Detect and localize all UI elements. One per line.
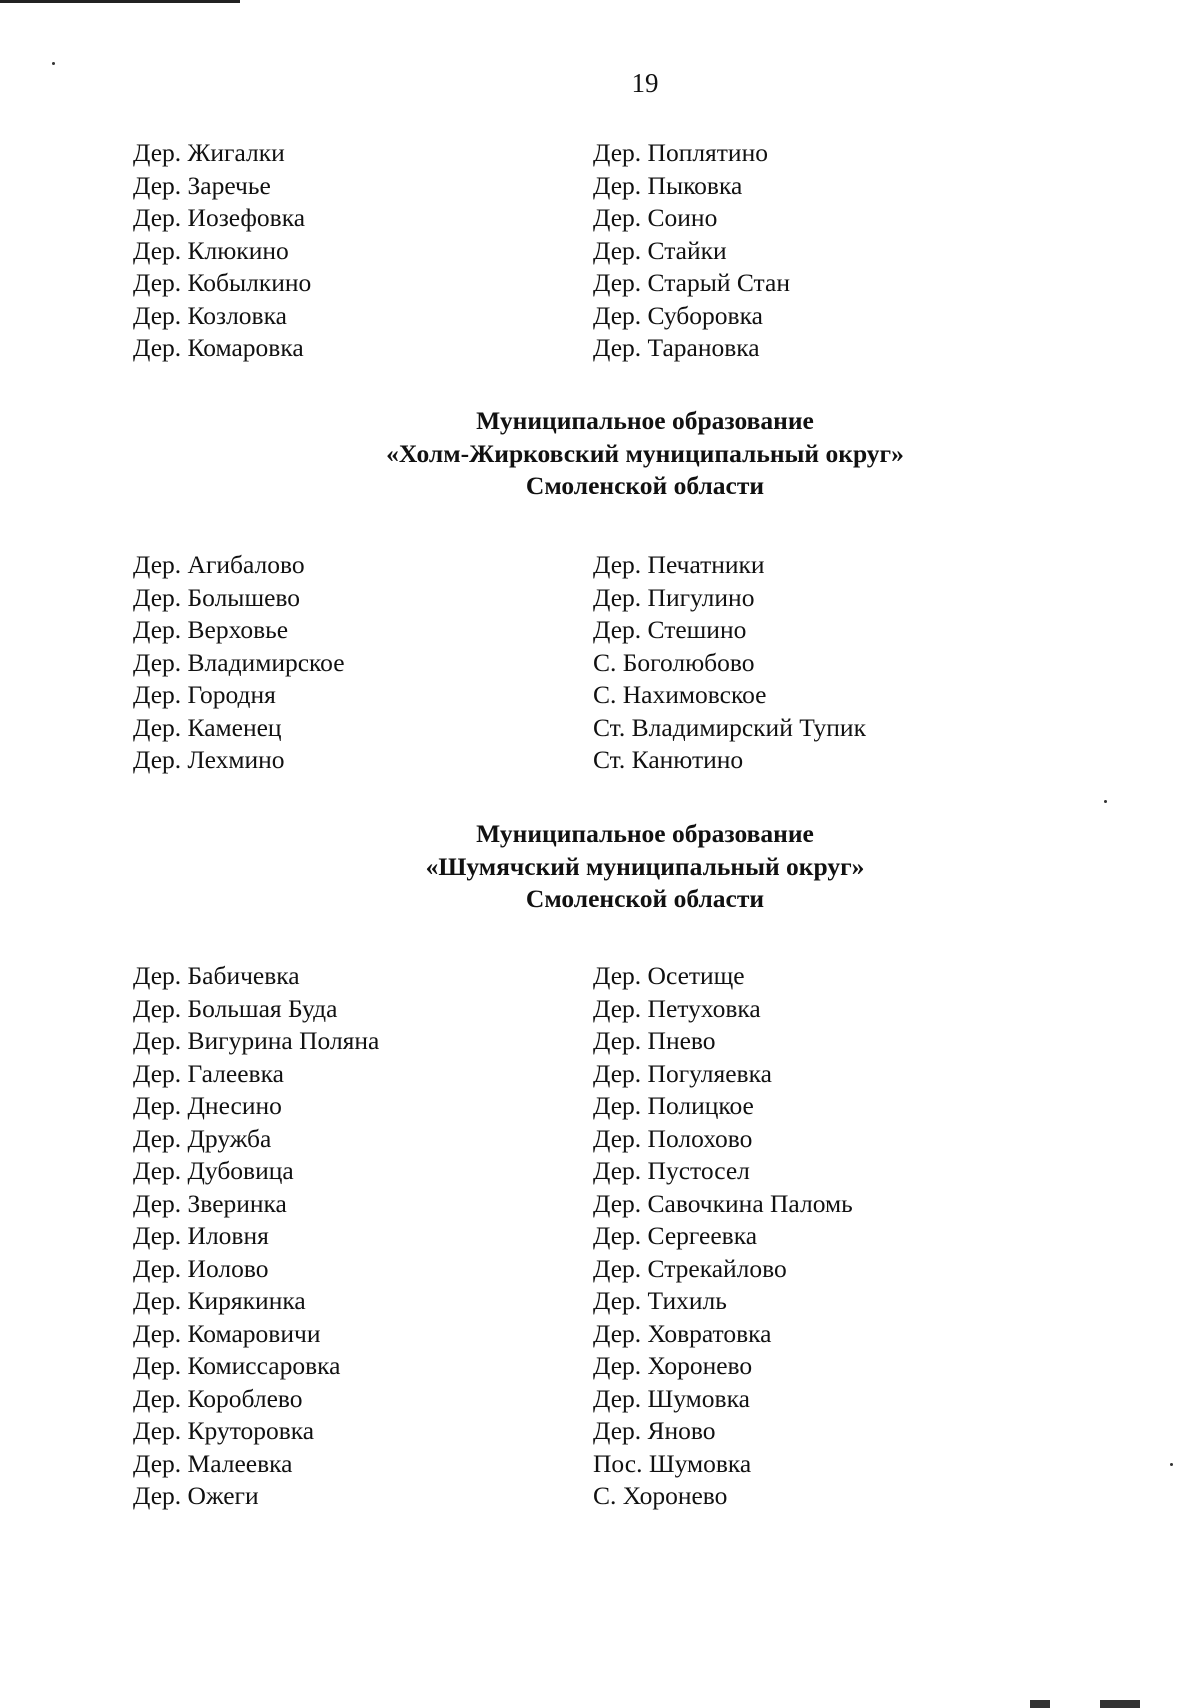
- section2-right-column: [593, 549, 866, 777]
- settlement-item: Дер. Большая Буда: [133, 993, 338, 1023]
- settlement-item: Ст. Канютино: [593, 745, 744, 774]
- settlement-item: Дер. Петуховка: [593, 993, 761, 1023]
- settlement-item: Дер. Агибалово: [133, 550, 305, 579]
- settlement-item: Дер. Галеевка: [133, 1058, 284, 1088]
- settlement-item: С. Боголюбово: [593, 647, 755, 677]
- settlement-item: Дер. Городня: [133, 680, 276, 709]
- settlement-item: Дер. Вигурина Поляна: [133, 1026, 380, 1055]
- settlement-item: Дер. Старый Стан: [593, 268, 790, 297]
- settlement-item: Дер. Верховье: [133, 615, 289, 644]
- settlement-item: Ст. Владимирский Тупик: [593, 712, 866, 742]
- section3-heading-line2: «Шумячский муниципальный округ»: [425, 851, 865, 881]
- settlement-item: Дер. Печатники: [593, 550, 765, 579]
- settlement-item: Дер. Пигулино: [593, 582, 755, 612]
- settlement-item: Дер. Жигалки: [133, 138, 285, 167]
- settlement-item: Дер. Сергеевка: [593, 1221, 758, 1250]
- scan-artifact-bottom: [1100, 1700, 1140, 1708]
- section2-heading: [0, 405, 1200, 503]
- settlement-item: Дер. Пыковка: [593, 170, 743, 200]
- section3-heading: [0, 818, 1200, 916]
- settlement-item: Дер. Полицкое: [593, 1091, 754, 1120]
- settlement-item: Дер. Малеевка: [133, 1448, 293, 1478]
- settlement-item: Дер. Комиссаровка: [133, 1351, 341, 1380]
- settlement-item: Дер. Круторовка: [133, 1416, 315, 1445]
- settlement-item: С. Хоронево: [593, 1481, 728, 1510]
- settlement-item: Дер. Бабичевка: [133, 961, 300, 990]
- settlement-item: Дер. Пнево: [593, 1026, 716, 1055]
- section2-heading-line2: «Холм-Жирковский муниципальный округ»: [386, 438, 904, 468]
- scan-artifact-top-line: [0, 0, 240, 3]
- section1-right-column: [593, 137, 790, 365]
- settlement-item: Дер. Тихиль: [593, 1286, 727, 1315]
- settlement-item: Дер. Владимирское: [133, 647, 345, 677]
- settlement-item: Дер. Поплятино: [593, 138, 768, 167]
- settlement-item: Дер. Яново: [593, 1416, 716, 1445]
- section3-right-column: [593, 960, 853, 1513]
- scan-speck: [1104, 800, 1107, 803]
- settlement-item: Дер. Комаровка: [133, 333, 304, 362]
- settlement-item: Дер. Иозефовка: [133, 203, 306, 232]
- settlement-item: Дер. Комаровичи: [133, 1318, 321, 1348]
- settlement-item: Дер. Стрекайлово: [593, 1253, 787, 1283]
- settlement-item: Дер. Дубовица: [133, 1156, 294, 1185]
- section3-heading-line1: Муниципальное образование: [476, 819, 814, 848]
- settlement-item: Дер. Ховратовка: [593, 1318, 772, 1348]
- settlement-item: Дер. Заречье: [133, 170, 271, 200]
- settlement-item: Дер. Погуляевка: [593, 1058, 772, 1088]
- scan-speck: [1170, 1463, 1173, 1466]
- section2-left-column: [133, 549, 345, 777]
- settlement-item: Дер. Шумовка: [593, 1383, 750, 1413]
- section2-heading-line1: Муниципальное образование: [476, 406, 814, 435]
- settlement-item: Дер. Соино: [593, 203, 718, 232]
- settlement-item: Дер. Днесино: [133, 1091, 282, 1120]
- settlement-item: Дер. Болышево: [133, 582, 301, 612]
- settlement-item: Дер. Ожеги: [133, 1481, 259, 1510]
- settlement-item: Дер. Осетище: [593, 961, 745, 990]
- section2-heading-line3: Смоленской области: [525, 471, 765, 500]
- section1-left-column: [133, 137, 311, 365]
- settlement-item: Дер. Тарановка: [593, 333, 760, 362]
- section3-heading-line3: Смоленской области: [525, 884, 765, 913]
- settlement-item: Пос. Шумовка: [593, 1448, 752, 1478]
- settlement-item: Дер. Пустосел: [593, 1156, 750, 1185]
- settlement-item: Дер. Иловня: [133, 1221, 269, 1250]
- settlement-item: Дер. Кобылкино: [133, 268, 312, 297]
- scan-speck: [52, 62, 55, 65]
- section3-left-column: [133, 960, 379, 1513]
- scan-artifact-bottom: [1030, 1700, 1050, 1708]
- settlement-item: Дер. Савочкина Паломь: [593, 1188, 853, 1218]
- settlement-item: Дер. Иолово: [133, 1253, 269, 1283]
- settlement-item: Дер. Лехмино: [133, 745, 285, 774]
- settlement-item: Дер. Козловка: [133, 300, 287, 330]
- settlement-item: С. Нахимовское: [593, 680, 767, 709]
- settlement-item: Дер. Дружба: [133, 1123, 272, 1153]
- settlement-item: Дер. Клюкино: [133, 235, 289, 265]
- settlement-item: Дер. Полохово: [593, 1123, 753, 1153]
- settlement-item: Дер. Кирякинка: [133, 1286, 306, 1315]
- settlement-item: Дер. Короблево: [133, 1383, 303, 1413]
- page-number: 19: [631, 68, 659, 98]
- settlement-item: Дер. Хоронево: [593, 1351, 753, 1380]
- settlement-item: Дер. Стешино: [593, 615, 747, 644]
- settlement-item: Дер. Каменец: [133, 712, 282, 742]
- settlement-item: Дер. Стайки: [593, 235, 727, 265]
- settlement-item: Дер. Зверинка: [133, 1188, 287, 1218]
- settlement-item: Дер. Суборовка: [593, 300, 763, 330]
